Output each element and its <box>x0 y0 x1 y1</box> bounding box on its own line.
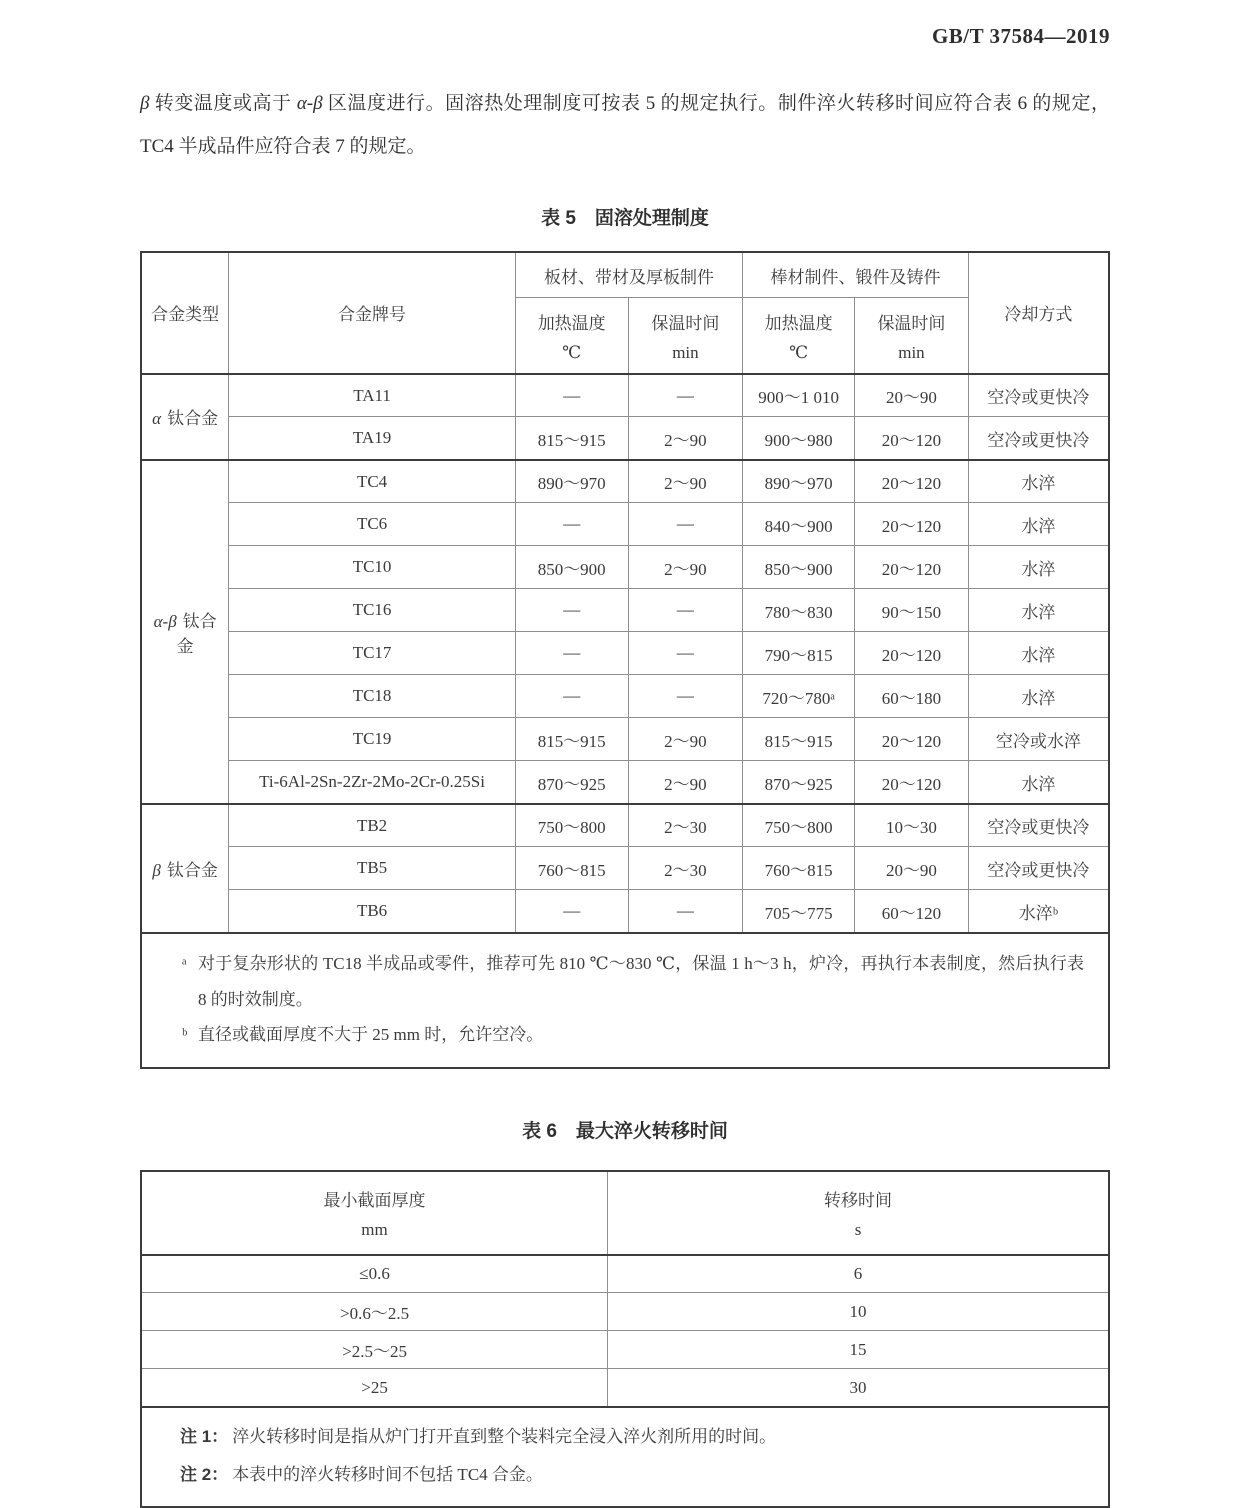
cell-plate-time: 2～90 <box>628 417 743 460</box>
note-label: 注 1： <box>180 1426 229 1446</box>
table5-footnotes-row <box>141 933 1109 1068</box>
header-alloy-grade: 合金牌号 <box>229 252 516 374</box>
cell-plate-time: — <box>628 374 743 417</box>
cell-bar-time: 20～120 <box>855 632 969 675</box>
intro-paragraph <box>140 83 1110 169</box>
cell-bar-temp: 750～800 <box>743 804 855 847</box>
header-heat-temp-bar <box>743 298 855 374</box>
header-unit: min <box>898 342 925 362</box>
cell-bar-time: 20～120 <box>855 761 969 804</box>
cell-cooling: 水淬 <box>968 675 1109 718</box>
header-group-bar: 棒材制件、锻件及铸件 <box>743 252 969 298</box>
header-cooling: 冷却方式 <box>968 252 1109 374</box>
cell-plate-temp: — <box>515 589 628 632</box>
cell-bar-time: 60～120 <box>855 890 969 933</box>
table-row <box>141 589 1109 632</box>
table-row <box>141 460 1109 503</box>
cell-plate-temp: — <box>515 675 628 718</box>
table-row <box>141 1369 1109 1407</box>
footnote-text: 对于复杂形状的 TC18 半成品或零件，推荐可先 810 ℃～830 ℃，保温 1 h～3 h，炉冷，再执行本表制度，然后执行表 8 的时效制度。 <box>198 953 1084 1009</box>
cell-plate-time: — <box>628 632 743 675</box>
cell-bar-time: 60～180 <box>855 675 969 718</box>
cell-alloy-type: α-β 钛合金 <box>141 460 229 804</box>
cell-plate-time: 2～90 <box>628 718 743 761</box>
greek-alpha-beta: α-β <box>296 93 323 114</box>
footnote-text: 直径或截面厚度不大于 25 mm 时，允许空冷。 <box>198 1025 544 1045</box>
cell-cooling: 水淬 <box>968 546 1109 589</box>
cell-cooling: 水淬 <box>968 589 1109 632</box>
cell-alloy-grade: TC16 <box>229 589 516 632</box>
cell-plate-temp: 850～900 <box>515 546 628 589</box>
cell-plate-temp: — <box>515 632 628 675</box>
table-row <box>141 374 1109 417</box>
greek-alpha-beta: α-β <box>153 611 177 631</box>
intro-text: 区温度进行。固溶热处理制度可按表 5 的规定执行。制件淬火转移时间应符合表 6 的规定，TC4 半成品件应符合表 7 的规定。 <box>140 93 1110 157</box>
table-row <box>141 890 1109 933</box>
note-2 <box>180 1456 1084 1494</box>
cell-alloy-grade: TC18 <box>229 675 516 718</box>
cell-bar-temp: 900～980 <box>743 417 855 460</box>
note-label: 注 2： <box>180 1465 229 1485</box>
standard-number: GB/T 37584—2019 <box>931 24 1110 48</box>
table-row <box>141 718 1109 761</box>
cell-alloy-grade: TA11 <box>229 374 516 417</box>
table6-notes-row <box>141 1407 1109 1508</box>
cell-bar-temp: 705～775 <box>743 890 855 933</box>
table-row <box>141 675 1109 718</box>
cell-bar-temp: 850～900 <box>743 546 855 589</box>
header-label: 保温时间 <box>651 313 720 333</box>
note-1 <box>180 1418 1084 1456</box>
header-label: 最小截面厚度 <box>323 1190 426 1210</box>
cell-bar-temp: 840～900 <box>743 503 855 546</box>
table-row <box>141 761 1109 804</box>
table-row <box>141 546 1109 589</box>
header-unit: min <box>672 342 699 362</box>
cell-cooling: 水淬ᵇ <box>968 890 1109 933</box>
cell-bar-time: 90～150 <box>855 589 969 632</box>
note-text: 本表中的淬火转移时间不包括 TC4 合金。 <box>232 1465 543 1485</box>
cell-cooling: 水淬 <box>968 632 1109 675</box>
footnote-b <box>182 1017 1084 1053</box>
table5-header-row-1 <box>141 252 1109 298</box>
cell-plate-temp: — <box>515 890 628 933</box>
header-transfer-time <box>608 1171 1109 1255</box>
cell-cooling: 水淬 <box>968 460 1109 503</box>
cell-alloy-grade: TC17 <box>229 632 516 675</box>
table6-quench-transfer-time <box>140 1170 1110 1508</box>
cell-bar-time: 20～90 <box>855 374 969 417</box>
cell-plate-time: 2～90 <box>628 460 743 503</box>
cell-alloy-grade: TA19 <box>229 417 516 460</box>
table-row <box>141 503 1109 546</box>
cell-plate-temp: 815～915 <box>515 417 628 460</box>
cell-cooling: 空冷或更快冷 <box>968 847 1109 890</box>
cell-bar-temp: 720～780ᵃ <box>743 675 855 718</box>
cell-plate-time: 2～30 <box>628 804 743 847</box>
cell-alloy-type: β 钛合金 <box>141 804 229 933</box>
header-unit: mm <box>361 1219 388 1239</box>
cell-bar-time: 20～120 <box>855 546 969 589</box>
cell-alloy-grade: TB6 <box>229 890 516 933</box>
cell-alloy-grade: TB5 <box>229 847 516 890</box>
cell-plate-time: 2～30 <box>628 847 743 890</box>
cell-bar-temp: 790～815 <box>743 632 855 675</box>
cell-alloy-grade: TC6 <box>229 503 516 546</box>
cell-alloy-grade: TC19 <box>229 718 516 761</box>
cell-plate-temp: — <box>515 503 628 546</box>
header-unit: ℃ <box>562 342 582 362</box>
cell-bar-time: 20～120 <box>855 460 969 503</box>
table-row <box>141 804 1109 847</box>
cell-bar-time: 20～90 <box>855 847 969 890</box>
cell-plate-time: — <box>628 503 743 546</box>
note-text: 淬火转移时间是指从炉门打开直到整个装料完全浸入淬火剂所用的时间。 <box>232 1426 777 1446</box>
cell-thickness: >25 <box>141 1369 608 1407</box>
header-label: 转移时间 <box>824 1190 893 1210</box>
cell-alloy-type: α 钛合金 <box>141 374 229 460</box>
table6-header-row <box>141 1171 1109 1255</box>
intro-text: 转变温度或高于 <box>149 93 297 114</box>
cell-plate-time: 2～90 <box>628 761 743 804</box>
table5-solution-treatment <box>140 251 1110 1069</box>
cell-thickness: >2.5～25 <box>141 1331 608 1369</box>
table5-footnotes-cell <box>141 933 1109 1068</box>
table-row <box>141 417 1109 460</box>
header-heat-temp-plate <box>515 298 628 374</box>
cell-plate-time: — <box>628 890 743 933</box>
table-row <box>141 1293 1109 1331</box>
header-label: 保温时间 <box>877 313 946 333</box>
cell-thickness: ≤0.6 <box>141 1255 608 1293</box>
cell-bar-temp: 760～815 <box>743 847 855 890</box>
table6-caption: 表 6 最大淬火转移时间 <box>522 1120 728 1142</box>
table-row <box>141 1255 1109 1293</box>
table5-caption: 表 5 固溶处理制度 <box>541 207 709 229</box>
cell-plate-time: 2～90 <box>628 546 743 589</box>
header-label: 加热温度 <box>764 313 833 333</box>
footnote-a <box>182 946 1084 1017</box>
cell-bar-temp: 890～970 <box>743 460 855 503</box>
cell-bar-time: 20～120 <box>855 503 969 546</box>
greek-alpha: α <box>152 409 162 429</box>
cell-plate-temp: 750～800 <box>515 804 628 847</box>
cell-cooling: 空冷或更快冷 <box>968 804 1109 847</box>
header-unit: ℃ <box>789 342 809 362</box>
cell-plate-time: — <box>628 675 743 718</box>
header-group-plate: 板材、带材及厚板制件 <box>515 252 742 298</box>
table-row <box>141 632 1109 675</box>
header-hold-time-bar <box>855 298 969 374</box>
cell-plate-temp: 890～970 <box>515 460 628 503</box>
cell-plate-temp: 815～915 <box>515 718 628 761</box>
cell-time: 10 <box>608 1293 1109 1331</box>
header-alloy-type: 合金类型 <box>141 252 229 374</box>
cell-bar-temp: 900～1 010 <box>743 374 855 417</box>
cell-bar-temp: 780～830 <box>743 589 855 632</box>
cell-plate-time: — <box>628 589 743 632</box>
cell-bar-temp: 870～925 <box>743 761 855 804</box>
cell-plate-temp: 870～925 <box>515 761 628 804</box>
table-row <box>141 847 1109 890</box>
cell-time: 6 <box>608 1255 1109 1293</box>
cell-cooling: 水淬 <box>968 503 1109 546</box>
greek-beta: β <box>152 860 161 880</box>
cell-alloy-grade: TB2 <box>229 804 516 847</box>
cell-bar-time: 20～120 <box>855 718 969 761</box>
cell-alloy-grade: TC4 <box>229 460 516 503</box>
cell-cooling: 空冷或水淬 <box>968 718 1109 761</box>
header-label: 加热温度 <box>537 313 606 333</box>
cell-alloy-grade: TC10 <box>229 546 516 589</box>
cell-alloy-grade: Ti-6Al-2Sn-2Zr-2Mo-2Cr-0.25Si <box>229 761 516 804</box>
cell-thickness: >0.6～2.5 <box>141 1293 608 1331</box>
cell-bar-time: 10～30 <box>855 804 969 847</box>
cell-time: 15 <box>608 1331 1109 1369</box>
cell-cooling: 水淬 <box>968 761 1109 804</box>
header-min-thickness <box>141 1171 608 1255</box>
cell-cooling: 空冷或更快冷 <box>968 374 1109 417</box>
table-row <box>141 1331 1109 1369</box>
header-unit: s <box>854 1219 862 1239</box>
cell-cooling: 空冷或更快冷 <box>968 417 1109 460</box>
greek-beta: β <box>140 93 150 114</box>
header-hold-time-plate <box>628 298 743 374</box>
cell-plate-temp: — <box>515 374 628 417</box>
footnote-marker: ᵇ <box>182 1025 188 1045</box>
cell-time: 30 <box>608 1369 1109 1407</box>
cell-bar-time: 20～120 <box>855 417 969 460</box>
cell-bar-temp: 815～915 <box>743 718 855 761</box>
cell-plate-temp: 760～815 <box>515 847 628 890</box>
table6-notes-cell <box>141 1407 1109 1508</box>
footnote-marker: ᵃ <box>182 953 187 973</box>
